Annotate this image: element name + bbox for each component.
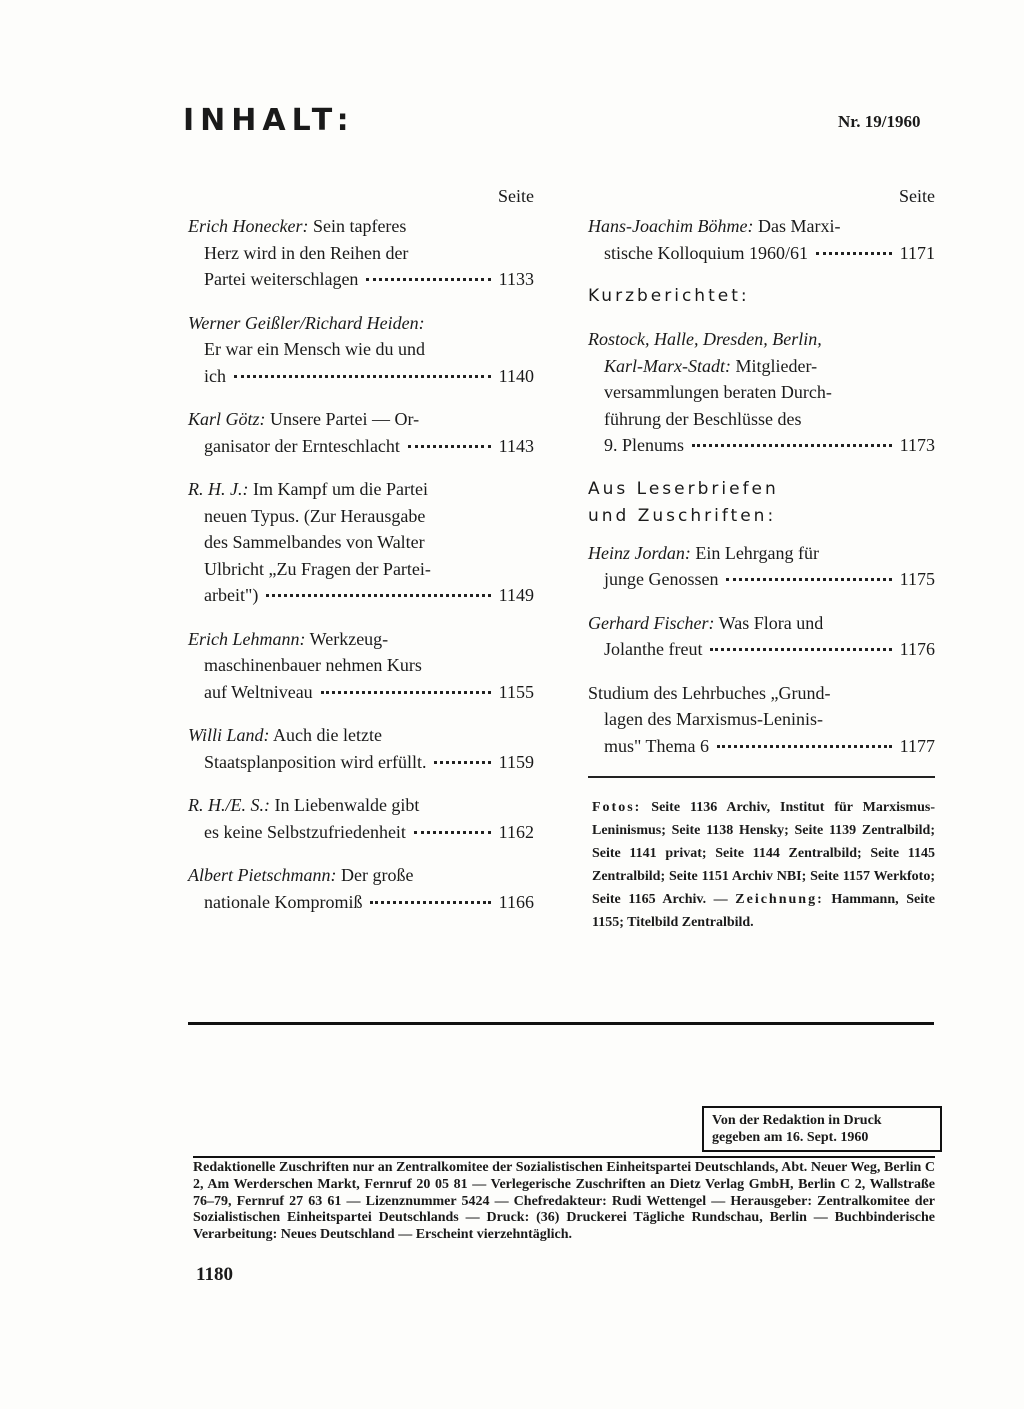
toc-author: Erich Honecker: — [188, 216, 309, 236]
toc-page: 1155 — [498, 681, 534, 702]
imprint: Redaktionelle Zuschriften nur an Zentralkomitee der Sozialistischen Einheitspartei Deutschlands, Abt. Neuer Weg, Berlin C 2, Am Werderschen Markt, Fernruf 20 05 81 — Verlegerische Zuschriften an Dietz Verlag GmbH, Berlin C 2, Wallstraße 76–79, Fernruf 27 63 61 — Lizenznummer 5424 — Chefredakteur: Rudi Wettengel — Herausgeber: Zentralkomitee der Sozialistischen Einheitspartei Deutschlands — Druck: (36) Druckerei Tägliche Rundschau, Berlin — Buchbinderische Verarbeitung: Neues Deutschland — Erscheint vierzehntäglich. — [193, 1156, 935, 1244]
seite-label: Seite — [498, 186, 534, 206]
toc-entry[interactable]: Erich Lehmann: Werkzeug- maschinenbauer nehmen Kurs auf Weltniveau 1155 — [188, 626, 534, 706]
section-heading-leserbriefe: Aus Leserbriefen und Zuschriften: — [588, 478, 779, 526]
print-date-box: Von der Redaktion in Druck gegeben am 16. Sept. 1960 — [702, 1106, 942, 1152]
toc-page: 1175 — [899, 569, 935, 589]
toc-page: 1159 — [498, 751, 534, 772]
page-number: 1180 — [196, 1264, 233, 1285]
toc-author: Werner Geißler/Richard Heiden: — [188, 312, 425, 333]
toc-entry[interactable]: Heinz Jordan: Ein Lehrgang für junge Genossen 1175 — [588, 540, 935, 593]
toc-entry[interactable]: Karl Götz: Unsere Partei — Or- ganisator der Ernteschlacht 1143 — [188, 406, 534, 459]
toc-page: 1143 — [498, 435, 534, 456]
toc-author: Gerhard Fischer: — [588, 612, 715, 633]
toc-entry[interactable]: Rostock, Halle, Dresden, Berlin, Karl-Marx-Stadt: Mitglieder- versammlungen beraten Durch- führung der Beschlüsse des 9. Plenums 1173 — [588, 326, 935, 459]
toc-entry[interactable]: Erich Honecker: Sein tapferes Herz wird in den Reihen der Partei weiterschlagen 1133 — [188, 213, 534, 293]
toc-author: R. H./E. S.: — [188, 795, 270, 815]
divider — [188, 1022, 934, 1025]
toc-author: Heinz Jordan: — [588, 542, 691, 563]
toc-author: Willi Land: — [188, 725, 270, 745]
issue-number: Nr. 19/1960 — [838, 112, 921, 131]
toc-entry[interactable]: R. H./E. S.: In Liebenwalde gibt es keine Selbstzufriedenheit 1162 — [188, 792, 534, 845]
toc-author: Hans-Joachim Böhme: — [588, 216, 754, 236]
toc-entry[interactable]: Gerhard Fischer: Was Flora und Jolanthe freut 1176 — [588, 610, 935, 663]
divider — [588, 776, 935, 778]
toc-entry[interactable]: Hans-Joachim Böhme: Das Marxi- stische Kolloquium 1960/61 1171 — [588, 213, 935, 266]
toc-author: Erich Lehmann: — [188, 628, 306, 649]
toc-right-column — [588, 186, 935, 934]
toc-author: Karl Götz: — [188, 409, 266, 429]
toc-entry[interactable]: Werner Geißler/Richard Heiden: Er war ein Mensch wie du und ich 1140 — [188, 310, 534, 390]
toc-author: Rostock, Halle, Dresden, Berlin, — [588, 329, 822, 349]
toc-entry[interactable]: Albert Pietschmann: Der große nationale Kompromiß 1166 — [188, 862, 534, 915]
toc-left-column — [188, 186, 534, 932]
toc-author: Albert Pietschmann: — [188, 865, 337, 885]
toc-author: R. H. J.: — [188, 479, 249, 499]
toc-page: 1166 — [498, 891, 534, 912]
toc-page: 1140 — [498, 365, 534, 386]
toc-page: 1133 — [498, 269, 534, 289]
toc-entry[interactable]: R. H. J.: Im Kampf um die Partei neuen Typus. (Zur Herausgabe des Sammelbandes von Walter Ulbricht „Zu Fragen der Partei- arbeit") 1149 — [188, 476, 534, 609]
section-heading-kurzberichtet: Kurzberichtet: — [588, 286, 750, 306]
toc-page: 1162 — [498, 821, 534, 842]
toc-page: 1176 — [899, 639, 935, 659]
seite-label: Seite — [899, 186, 935, 206]
toc-page: 1171 — [899, 242, 935, 263]
toc-page: 1177 — [899, 735, 935, 756]
toc-entry[interactable]: Willi Land: Auch die letzte Staatsplanposition wird erfüllt. 1159 — [188, 722, 534, 775]
toc-page: 1149 — [498, 585, 534, 605]
toc-entry[interactable]: Studium des Lehrbuches „Grund- lagen des Marxismus-Leninis- mus" Thema 6 1177 — [588, 680, 935, 760]
page-title: INHALT: — [183, 103, 355, 138]
photo-credits: Fotos: Seite 1136 Archiv, Institut für Marxismus-Leninismus; Seite 1138 Hensky; Seite 1139 Zentralbild; Seite 1141 privat; Seite 1144 Zentralbild; Seite 1145 Zentralbild; Seite 1151 Archiv NBI; Seite 1157 Werkfoto; Seite 1165 Archiv. — Zeichnung: Hammann, Seite 1155; Titelbild Zentralbild. — [592, 800, 935, 930]
toc-page: 1173 — [899, 435, 935, 455]
